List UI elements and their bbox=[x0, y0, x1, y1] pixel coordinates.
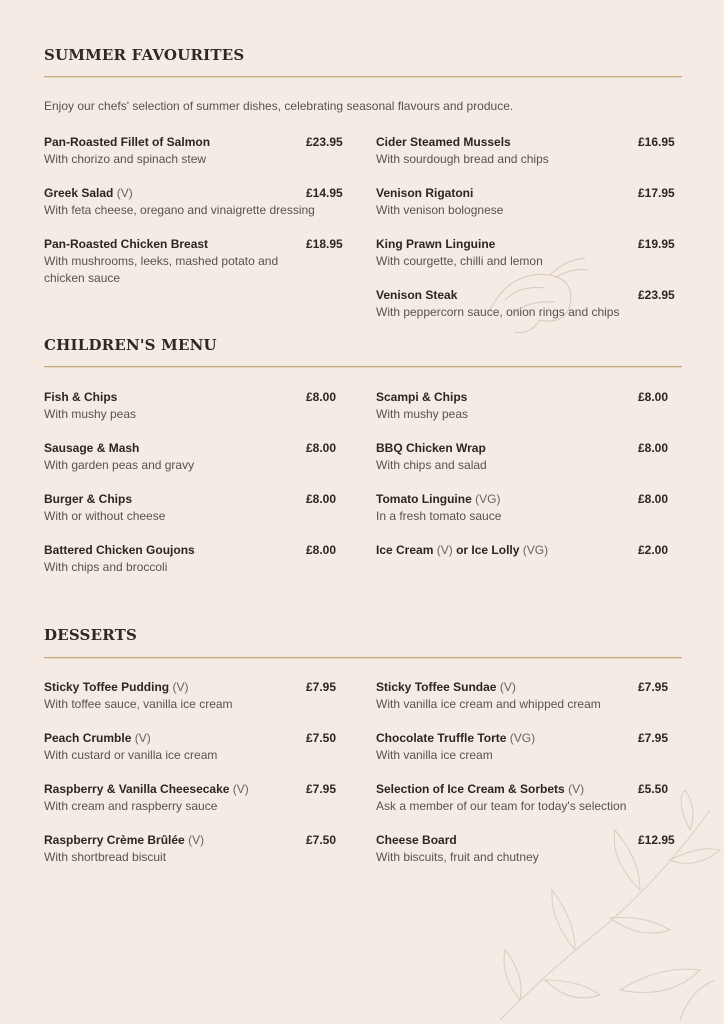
section-divider bbox=[44, 657, 682, 658]
item-price: £8.00 bbox=[306, 543, 337, 557]
item-description: With venison bolognese bbox=[376, 203, 504, 217]
dietary-tag: (V) bbox=[188, 833, 205, 847]
menu-item bbox=[44, 542, 344, 576]
menu-item bbox=[376, 781, 676, 815]
item-price: £8.00 bbox=[638, 441, 669, 455]
menu-item bbox=[376, 185, 676, 219]
item-name: Ice Cream (V) or Ice Lolly (VG) bbox=[376, 543, 549, 557]
item-price: £19.95 bbox=[638, 237, 675, 251]
item-description: With biscuits, fruit and chutney bbox=[376, 850, 539, 864]
item-name: Cider Steamed Mussels bbox=[376, 135, 511, 149]
item-price: £5.50 bbox=[638, 782, 669, 796]
item-description: Ask a member of our team for today's selection bbox=[376, 799, 627, 813]
item-price: £8.00 bbox=[306, 441, 337, 455]
leaves-illustration bbox=[440, 790, 724, 1024]
item-price: £23.95 bbox=[306, 135, 343, 149]
item-description: With courgette, chilli and lemon bbox=[376, 254, 543, 268]
menu-item bbox=[44, 781, 344, 815]
item-description: With garden peas and gravy bbox=[44, 458, 195, 472]
item-name: Battered Chicken Goujons bbox=[44, 543, 195, 557]
menu-item bbox=[44, 185, 344, 219]
section-divider bbox=[44, 366, 682, 367]
dietary-tag: (V) bbox=[172, 680, 189, 694]
item-name: BBQ Chicken Wrap bbox=[376, 441, 486, 455]
item-name: Scampi & Chips bbox=[376, 390, 468, 404]
item-price: £8.00 bbox=[306, 492, 337, 506]
item-description: With sourdough bread and chips bbox=[376, 152, 549, 166]
item-description: With peppercorn sauce, onion rings and chips bbox=[376, 305, 620, 319]
item-description: With chips and salad bbox=[376, 458, 487, 472]
item-description: With vanilla ice cream bbox=[376, 748, 493, 762]
item-price: £7.95 bbox=[638, 731, 669, 745]
dietary-tag: (V) bbox=[134, 731, 151, 745]
item-name: Venison Rigatoni bbox=[376, 186, 474, 200]
item-name: Peach Crumble (V) bbox=[44, 731, 151, 745]
item-price: £12.95 bbox=[638, 833, 675, 847]
item-description: With feta cheese, oregano and vinaigrette dressing bbox=[44, 203, 315, 217]
item-name: Chocolate Truffle Torte (VG) bbox=[376, 731, 536, 745]
section-title-summer: SUMMER FAVOURITES bbox=[44, 46, 245, 64]
item-price: £2.00 bbox=[638, 543, 669, 557]
item-description: With cream and raspberry sauce bbox=[44, 799, 218, 813]
dietary-tag: (VG) bbox=[475, 492, 501, 506]
item-name: Tomato Linguine (VG) bbox=[376, 492, 501, 506]
dietary-tag: (VG) bbox=[522, 543, 549, 557]
summer-intro: Enjoy our chefs' selection of summer dishes, celebrating seasonal flavours and produce. bbox=[44, 99, 514, 113]
item-description: With vanilla ice cream and whipped cream bbox=[376, 697, 601, 711]
item-name: Raspberry & Vanilla Cheesecake (V) bbox=[44, 782, 249, 796]
item-name: Sausage & Mash bbox=[44, 441, 140, 455]
item-description: With chips and broccoli bbox=[44, 560, 168, 574]
item-description: With mushy peas bbox=[44, 407, 137, 421]
menu-item bbox=[376, 236, 676, 270]
item-price: £14.95 bbox=[306, 186, 343, 200]
dietary-tag: (V) bbox=[499, 680, 516, 694]
item-name: Raspberry Crème Brûlée (V) bbox=[44, 833, 205, 847]
item-name: Fish & Chips bbox=[44, 390, 118, 404]
item-description: With chorizo and spinach stew bbox=[44, 152, 207, 166]
menu-item bbox=[44, 491, 344, 525]
menu-item bbox=[44, 440, 344, 474]
menu-item bbox=[376, 440, 676, 474]
item-price: £7.95 bbox=[306, 782, 337, 796]
menu-item bbox=[44, 134, 344, 168]
section-divider bbox=[44, 76, 682, 77]
item-price: £7.50 bbox=[306, 833, 337, 847]
dietary-tag: (V) bbox=[232, 782, 249, 796]
item-name: Sticky Toffee Sundae (V) bbox=[376, 680, 516, 694]
dietary-tag: (V) bbox=[436, 543, 453, 557]
item-name: Pan-Roasted Chicken Breast bbox=[44, 237, 209, 251]
menu-item bbox=[44, 389, 344, 423]
menu-item bbox=[376, 679, 676, 713]
item-price: £23.95 bbox=[638, 288, 675, 302]
dietary-tag: (VG) bbox=[509, 731, 536, 745]
item-name: Greek Salad (V) bbox=[44, 186, 133, 200]
menu-item bbox=[44, 679, 344, 713]
item-name: Selection of Ice Cream & Sorbets (V) bbox=[376, 782, 585, 796]
item-name: Venison Steak bbox=[376, 288, 458, 302]
menu-item bbox=[44, 832, 344, 866]
item-price: £8.00 bbox=[306, 390, 337, 404]
item-price: £7.95 bbox=[638, 680, 669, 694]
menu-item bbox=[376, 287, 676, 321]
item-description: With mushrooms, leeks, mashed potato and chicken sauce bbox=[44, 254, 279, 285]
item-description: With toffee sauce, vanilla ice cream bbox=[44, 697, 233, 711]
section-title-children: CHILDREN'S MENU bbox=[44, 336, 217, 354]
item-name: Cheese Board bbox=[376, 833, 457, 847]
item-price: £7.50 bbox=[306, 731, 337, 745]
menu-item bbox=[44, 730, 344, 764]
menu-item bbox=[376, 730, 676, 764]
menu-item bbox=[44, 236, 344, 287]
menu-item bbox=[376, 832, 676, 866]
item-description: With or without cheese bbox=[44, 509, 166, 523]
dietary-tag: (V) bbox=[568, 782, 585, 796]
item-name: Pan-Roasted Fillet of Salmon bbox=[44, 135, 211, 149]
item-price: £8.00 bbox=[638, 492, 669, 506]
item-description: With custard or vanilla ice cream bbox=[44, 748, 218, 762]
item-description: With shortbread biscuit bbox=[44, 850, 167, 864]
item-description: With mushy peas bbox=[376, 407, 469, 421]
menu-item bbox=[376, 389, 676, 423]
item-price: £17.95 bbox=[638, 186, 675, 200]
menu-item bbox=[376, 134, 676, 168]
item-description: In a fresh tomato sauce bbox=[376, 509, 502, 523]
section-title-desserts: DESSERTS bbox=[44, 626, 138, 644]
item-name: Sticky Toffee Pudding (V) bbox=[44, 680, 189, 694]
dietary-tag: (V) bbox=[116, 186, 133, 200]
item-name: King Prawn Linguine bbox=[376, 237, 496, 251]
menu-item bbox=[376, 542, 676, 559]
item-name: Burger & Chips bbox=[44, 492, 133, 506]
menu-item bbox=[376, 491, 676, 525]
item-price: £7.95 bbox=[306, 680, 337, 694]
item-price: £16.95 bbox=[638, 135, 675, 149]
item-price: £8.00 bbox=[638, 390, 669, 404]
item-price: £18.95 bbox=[306, 237, 343, 251]
